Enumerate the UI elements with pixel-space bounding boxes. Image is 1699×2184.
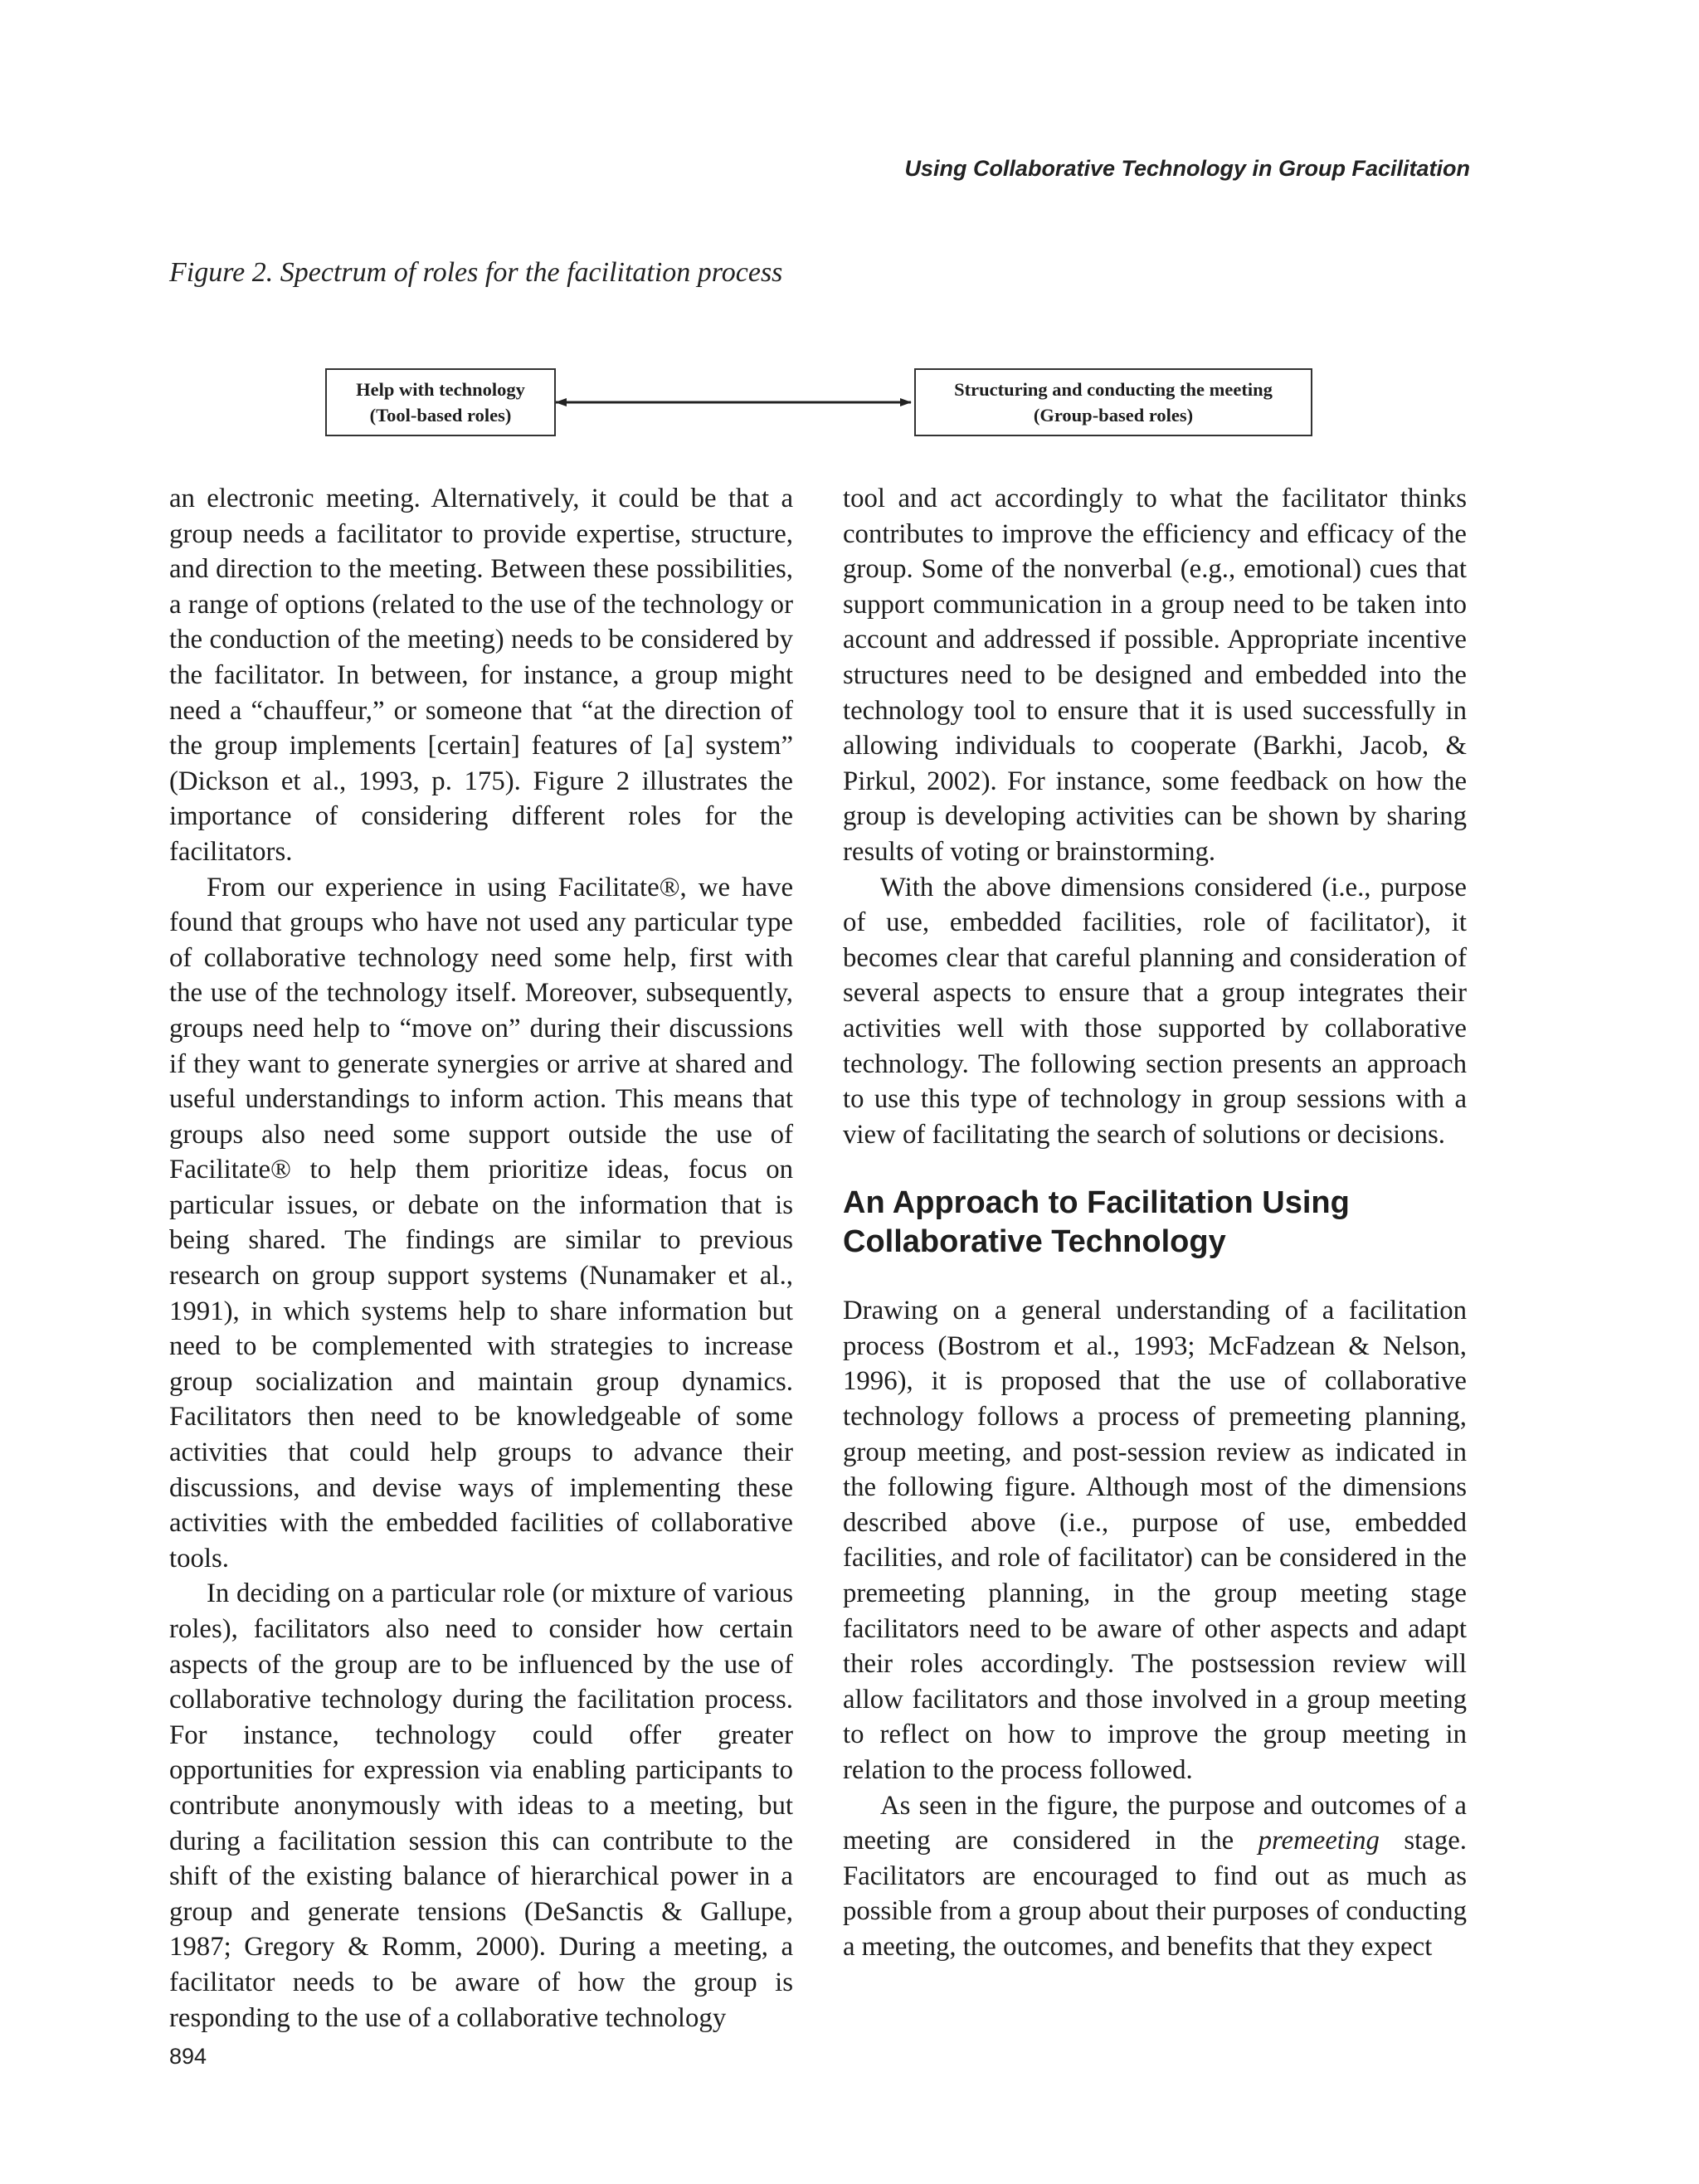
text-run: As seen in the figure, the purpose and outcomes of a meeting are considered in the [843,1790,1467,1856]
italic-term: premeeting [1258,1826,1380,1856]
tool-based-roles-title: Help with technology [356,379,525,400]
roles-spectrum-diagram [0,0,1699,448]
group-based-roles-title: Structuring and conducting the meeting [954,379,1273,400]
group-based-roles-box [914,368,1312,436]
section-heading-line: An Approach to Facilitation Using [843,1185,1350,1221]
page-number: 894 [169,2044,207,2069]
paragraph: From our experience in using Facilitate®, we have found that groups who have not used any particular type of collaborative technology need some help, first with the use of the technology itself. Moreover, subsequently, groups need help to “move on” during their discussions if they want to generate synergies or arrive at shared and useful understandings to inform action. This means that groups also need some support outside the use of Facilitate® to help them prioritize ideas, focus on particular issues, or debate on the information that is being shared. The findings are similar to previous research on group support systems (Nunamaker et al., 1991), in which systems help to share information but need to be complemented with strategies to increase group socialization and maintain group dynamics. Facilitators then need to be knowledgeable of some activities that could help groups to advance their discussions, and devise ways of implementing these activities with the embedded facilities of collaborative tools. [169,872,793,1574]
paragraph: Drawing on a general understanding of a facilitation process (Bostrom et al., 1993; McFadzean & Nelson, 1996), it is proposed that the use of collaborative technology follows a process of premeeting planning, group meeting, and post-session review as indicated in the following figure. Although most of the dimensions described above (i.e., purpose of use, embedded facilities, and role of facilitator) can be considered in the premeeting planning, in the group meeting stage facilitators need to be aware of other aspects and adapt their roles accordingly. The postsession review will allow facilitators and those involved in a group meeting to reflect on how to improve the group meeting in relation to the process followed. [843,1296,1467,1785]
group-based-roles-subtitle: (Group-based roles) [1033,405,1194,426]
section-heading-line: Collaborative Technology [843,1224,1226,1260]
paragraph: tool and act accordingly to what the facilitator thinks contributes to improve the efficiency and efficacy of the group. Some of the nonverbal (e.g., emotional) cues that support communication in a group need to be taken into account and addressed if possible. Appropriate incentive structures need to be designed and embedded into the technology tool to ensure that it is used successfully in allowing individuals to cooperate (Barkhi, Jacob, & Pirkul, 2002). For instance, some feedback on how the group is developing activities can be shown by sharing results of voting or brainstorming. [843,484,1467,867]
right-text-column [843,481,1467,1965]
figure-caption: Figure 2. Spectrum of roles for the facilitation process [169,257,783,288]
text-run: stage. Facilitators are encouraged to find out as much as possible from a group about their purposes of conducting a meeting, the outcomes, and benefits that they expect [843,1826,1467,1962]
left-text-column [169,481,793,2036]
tool-based-roles-subtitle: (Tool-based roles) [369,405,512,426]
running-header: Using Collaborative Technology in Group Facilitation [904,156,1470,181]
tool-based-roles-box [325,368,556,436]
paragraph [843,1788,1467,1965]
paragraph: an electronic meeting. Alternatively, it could be that a group needs a facilitator to provide expertise, structure, and direction to the meeting. Between these possibilities, a range of options (related to the use of the technology or the conduction of the meeting) needs to be considered by the facilitator. In between, for instance, a group might need a “chauffeur,” or someone that “at the direction of the group implements [certain] features of [a] system” (Dickson et al., 1993, p. 175). Figure 2 illustrates the importance of considering different roles for the facilitators. [169,484,793,867]
section-heading [843,1184,1467,1262]
paragraph: With the above dimensions considered (i.e., purpose of use, embedded facilities, role of facilitator), it becomes clear that careful planning and consideration of several aspects to ensure that a group integrates their activities well with those supported by collaborative technology. The following section presents an approach to use this type of technology in group sessions with a view of facilitating the search of solutions or decisions. [843,872,1467,1150]
paragraph: In deciding on a particular role (or mixture of various roles), facilitators also need to consider how certain aspects of the group are to be influenced by the use of collaborative technology during the facilitation process. For instance, technology could offer greater opportunities for expression via enabling participants to contribute anonymously with ideas to a meeting, but during a facilitation session this can contribute to the shift of the existing balance of hierarchical power in a group and generate tensions (DeSanctis & Gallupe, 1987; Gregory & Romm, 2000). During a meeting, a facilitator needs to be aware of how the group is responding to the use of a collaborative technology [169,1578,793,2033]
